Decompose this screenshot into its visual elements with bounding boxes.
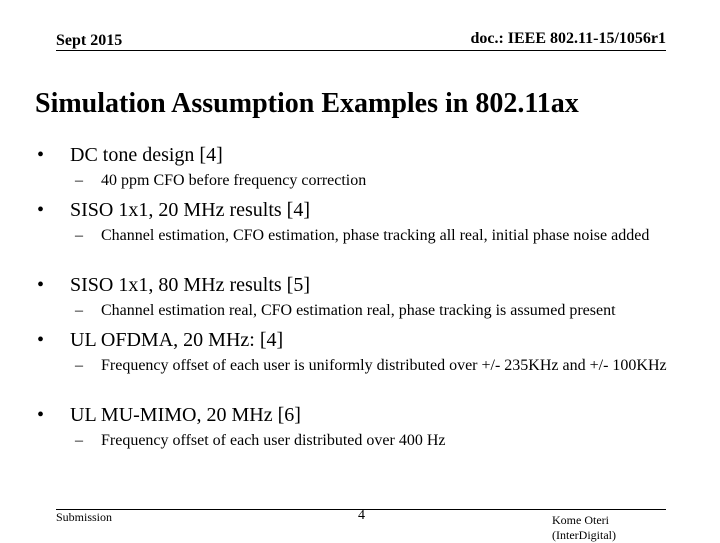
sub-bullet-text: 40 ppm CFO before frequency correction — [101, 172, 367, 189]
header-date: Sept 2015 — [56, 32, 123, 49]
bullet-text: SISO 1x1, 20 MHz results [4] — [70, 199, 310, 221]
sub-bullet-text: Channel estimation, CFO estimation, phase tracking all real, initial phase noise added — [101, 227, 650, 244]
sub-bullet-dash: – — [75, 357, 83, 374]
sub-bullet-dash: – — [75, 302, 83, 319]
author-name: Kome Oteri — [552, 513, 609, 527]
bullet-text: SISO 1x1, 80 MHz results [5] — [70, 274, 310, 296]
page-number: 4 — [358, 508, 365, 523]
author-org: (InterDigital) — [552, 528, 616, 542]
bullet-dot: • — [37, 144, 45, 166]
footer-submission: Submission — [56, 510, 113, 524]
sub-bullet-text: Frequency offset of each user is uniformly distributed over +/- 235KHz and +/- 100KHz — [101, 357, 667, 374]
bullet-dot: • — [37, 329, 45, 351]
header-doc-id: doc.: IEEE 802.11-15/1056r1 — [470, 30, 666, 47]
bullet-text: UL MU-MIMO, 20 MHz [6] — [70, 404, 301, 426]
sub-bullet-dash: – — [75, 172, 83, 189]
sub-bullet-text: Channel estimation real, CFO estimation real, phase tracking is assumed present — [101, 302, 616, 319]
bullet-dot: • — [37, 274, 45, 296]
slide-title: Simulation Assumption Examples in 802.11ax — [35, 88, 579, 119]
bullet-dot: • — [37, 404, 45, 426]
bullet-text: DC tone design [4] — [70, 144, 223, 166]
sub-bullet-dash: – — [75, 227, 83, 244]
sub-bullet-text: Frequency offset of each user distributed over 400 Hz — [101, 432, 446, 449]
sub-bullet-dash: – — [75, 432, 83, 449]
header-divider — [56, 50, 666, 51]
bullet-text: UL OFDMA, 20 MHz: [4] — [70, 329, 284, 351]
bullet-dot: • — [37, 199, 45, 221]
footer-author — [552, 513, 616, 543]
